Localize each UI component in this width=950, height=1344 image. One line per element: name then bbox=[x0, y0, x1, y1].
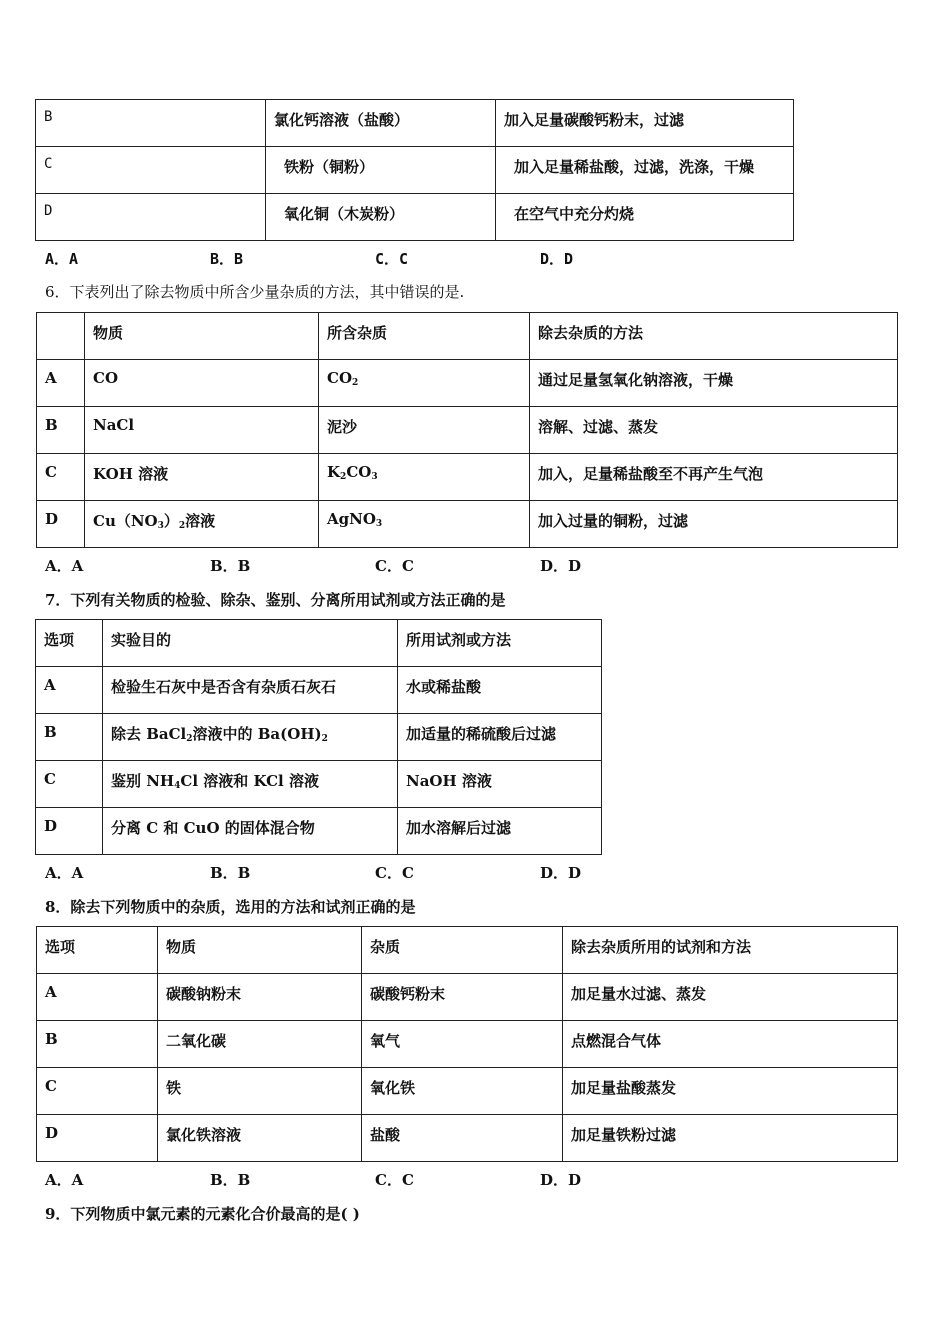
substance-cell: KOH 溶液 bbox=[85, 454, 319, 501]
q6-table-block bbox=[36, 312, 898, 548]
substance-cell: 铁粉（铜粉） bbox=[266, 147, 496, 194]
option-d[interactable]: D．D bbox=[540, 1171, 582, 1189]
impurity-cell: 盐酸 bbox=[362, 1115, 563, 1162]
q7-table-block bbox=[35, 619, 602, 855]
row-label: B bbox=[37, 407, 85, 454]
table-row bbox=[36, 714, 602, 761]
impurity-cell: 氧化铁 bbox=[362, 1068, 563, 1115]
substance-cell: 氯化钙溶液（盐酸） bbox=[266, 100, 496, 147]
header-cell: 选项 bbox=[36, 620, 103, 667]
row-label: C bbox=[36, 761, 103, 808]
row-label: A bbox=[37, 974, 158, 1021]
row-label: B bbox=[36, 714, 103, 761]
impurity-cell bbox=[319, 501, 530, 548]
formula-subscript: 2 bbox=[321, 734, 328, 744]
q8-table bbox=[36, 926, 898, 1162]
row-label: D bbox=[36, 194, 266, 241]
method-cell: 加入足量碳酸钙粉末，过滤 bbox=[496, 100, 794, 147]
formula-subscript: 2 bbox=[186, 734, 193, 744]
header-cell: 所含杂质 bbox=[319, 313, 530, 360]
formula-text: AgNO bbox=[327, 510, 376, 528]
table-header-row bbox=[37, 927, 898, 974]
row-label: D bbox=[37, 501, 85, 548]
row-label: C bbox=[37, 1068, 158, 1115]
q5-options bbox=[45, 248, 705, 269]
substance-cell: 二氧化碳 bbox=[158, 1021, 362, 1068]
option-b[interactable]: B．B bbox=[210, 250, 244, 268]
option-d[interactable]: D．D bbox=[540, 864, 582, 882]
option-a[interactable]: A．A bbox=[45, 250, 79, 268]
table-row bbox=[37, 407, 898, 454]
formula-subscript: 4 bbox=[174, 781, 181, 791]
option-c[interactable]: C．C bbox=[375, 1171, 414, 1189]
method-cell: 点燃混合气体 bbox=[563, 1021, 898, 1068]
q9-title: 9．下列物质中氯元素的元素化合价最高的是( ) bbox=[45, 1205, 360, 1223]
impurity-cell: 泥沙 bbox=[319, 407, 530, 454]
purpose-cell bbox=[103, 714, 398, 761]
header-cell: 除去杂质的方法 bbox=[530, 313, 898, 360]
q5-table-block bbox=[35, 99, 794, 241]
purpose-cell bbox=[103, 761, 398, 808]
q7-title: 7．下列有关物质的检验、除杂、鉴别、分离所用试剂或方法正确的是 bbox=[45, 591, 506, 609]
q8-table-block bbox=[36, 926, 898, 1162]
table-header-row bbox=[37, 313, 898, 360]
formula-text: CO bbox=[346, 463, 372, 481]
option-a[interactable]: A．A bbox=[45, 864, 84, 882]
option-a[interactable]: A．A bbox=[45, 1171, 84, 1189]
substance-cell bbox=[85, 501, 319, 548]
substance-cell: CO bbox=[85, 360, 319, 407]
q8-options bbox=[45, 1169, 705, 1190]
option-c[interactable]: C．C bbox=[375, 250, 409, 268]
method-cell: 加入，足量稀盐酸至不再产生气泡 bbox=[530, 454, 898, 501]
table-row bbox=[36, 808, 602, 855]
q6-title: 6．下表列出了除去物质中所含少量杂质的方法，其中错误的是. bbox=[45, 283, 465, 301]
substance-cell: 氯化铁溶液 bbox=[158, 1115, 362, 1162]
table-row bbox=[37, 974, 898, 1021]
substance-cell: 碳酸钠粉末 bbox=[158, 974, 362, 1021]
purpose-cell: 分离 C 和 CuO 的固体混合物 bbox=[103, 808, 398, 855]
table-row bbox=[37, 501, 898, 548]
table-row bbox=[37, 1021, 898, 1068]
header-cell: 实验目的 bbox=[103, 620, 398, 667]
row-label: A bbox=[36, 667, 103, 714]
row-label: B bbox=[37, 1021, 158, 1068]
table-row bbox=[37, 454, 898, 501]
q8-title: 8．除去下列物质中的杂质，选用的方法和试剂正确的是 bbox=[45, 898, 416, 916]
row-label: A bbox=[37, 360, 85, 407]
header-cell: 物质 bbox=[158, 927, 362, 974]
formula-text: CO bbox=[327, 369, 353, 387]
method-cell: 加适量的稀硫酸后过滤 bbox=[398, 714, 602, 761]
table-row bbox=[36, 667, 602, 714]
table-row bbox=[37, 360, 898, 407]
formula-subscript: 3 bbox=[375, 519, 383, 529]
option-c[interactable]: C．C bbox=[375, 557, 414, 575]
impurity-cell bbox=[319, 360, 530, 407]
formula-text: 溶液中的 Ba(OH) bbox=[192, 725, 322, 743]
method-cell: 加足量盐酸蒸发 bbox=[563, 1068, 898, 1115]
table-row bbox=[37, 1068, 898, 1115]
q6-table bbox=[36, 312, 898, 548]
option-b[interactable]: B．B bbox=[210, 864, 251, 882]
formula-text: Cl 溶液和 KCl 溶液 bbox=[180, 772, 319, 790]
formula-subscript: 2 bbox=[352, 378, 359, 388]
option-c[interactable]: C．C bbox=[375, 864, 414, 882]
impurity-cell bbox=[319, 454, 530, 501]
method-cell: 加入足量稀盐酸，过滤，洗涤，干燥 bbox=[496, 147, 794, 194]
method-cell: 加足量水过滤、蒸发 bbox=[563, 974, 898, 1021]
header-cell: 选项 bbox=[37, 927, 158, 974]
row-label: D bbox=[37, 1115, 158, 1162]
row-label: D bbox=[36, 808, 103, 855]
row-label: C bbox=[37, 454, 85, 501]
header-cell: 除去杂质所用的试剂和方法 bbox=[563, 927, 898, 974]
option-d[interactable]: D．D bbox=[540, 557, 582, 575]
method-cell: 水或稀盐酸 bbox=[398, 667, 602, 714]
formula-text: 鉴别 NH bbox=[111, 772, 175, 790]
formula-subscript: 2 bbox=[178, 521, 186, 531]
method-cell: NaOH 溶液 bbox=[398, 761, 602, 808]
option-d[interactable]: D．D bbox=[540, 250, 574, 268]
q6-options bbox=[45, 555, 705, 576]
header-cell bbox=[37, 313, 85, 360]
substance-cell: NaCl bbox=[85, 407, 319, 454]
formula-subscript: 3 bbox=[157, 521, 164, 531]
impurity-cell: 碳酸钙粉末 bbox=[362, 974, 563, 1021]
formula-text: 除去 BaCl bbox=[111, 725, 187, 743]
formula-text: K bbox=[327, 463, 341, 481]
option-b[interactable]: B．B bbox=[210, 1171, 251, 1189]
method-cell: 加足量铁粉过滤 bbox=[563, 1115, 898, 1162]
table-header-row bbox=[36, 620, 602, 667]
header-cell: 所用试剂或方法 bbox=[398, 620, 602, 667]
formula-text: ） bbox=[163, 512, 179, 530]
formula-text: 溶液 bbox=[185, 512, 216, 530]
q7-options bbox=[45, 862, 705, 883]
table-row bbox=[36, 761, 602, 808]
formula-subscript: 2 bbox=[340, 472, 347, 482]
table-row bbox=[36, 194, 794, 241]
substance-cell: 氧化铜（木炭粉） bbox=[266, 194, 496, 241]
header-cell: 物质 bbox=[85, 313, 319, 360]
impurity-cell: 氧气 bbox=[362, 1021, 563, 1068]
method-cell: 加水溶解后过滤 bbox=[398, 808, 602, 855]
formula-subscript: 3 bbox=[371, 472, 378, 482]
header-cell: 杂质 bbox=[362, 927, 563, 974]
substance-cell: 铁 bbox=[158, 1068, 362, 1115]
option-b[interactable]: B．B bbox=[210, 557, 251, 575]
method-cell: 在空气中充分灼烧 bbox=[496, 194, 794, 241]
method-cell: 通过足量氢氧化钠溶液，干燥 bbox=[530, 360, 898, 407]
purpose-cell: 检验生石灰中是否含有杂质石灰石 bbox=[103, 667, 398, 714]
q7-table bbox=[35, 619, 602, 855]
method-cell: 溶解、过滤、蒸发 bbox=[530, 407, 898, 454]
table-row bbox=[37, 1115, 898, 1162]
row-label: B bbox=[36, 100, 266, 147]
formula-text: Cu（NO bbox=[93, 512, 158, 530]
table-row bbox=[36, 100, 794, 147]
table-row bbox=[36, 147, 794, 194]
method-cell: 加入过量的铜粉，过滤 bbox=[530, 501, 898, 548]
row-label: C bbox=[36, 147, 266, 194]
q5-table bbox=[35, 99, 794, 241]
option-a[interactable]: A．A bbox=[45, 557, 84, 575]
